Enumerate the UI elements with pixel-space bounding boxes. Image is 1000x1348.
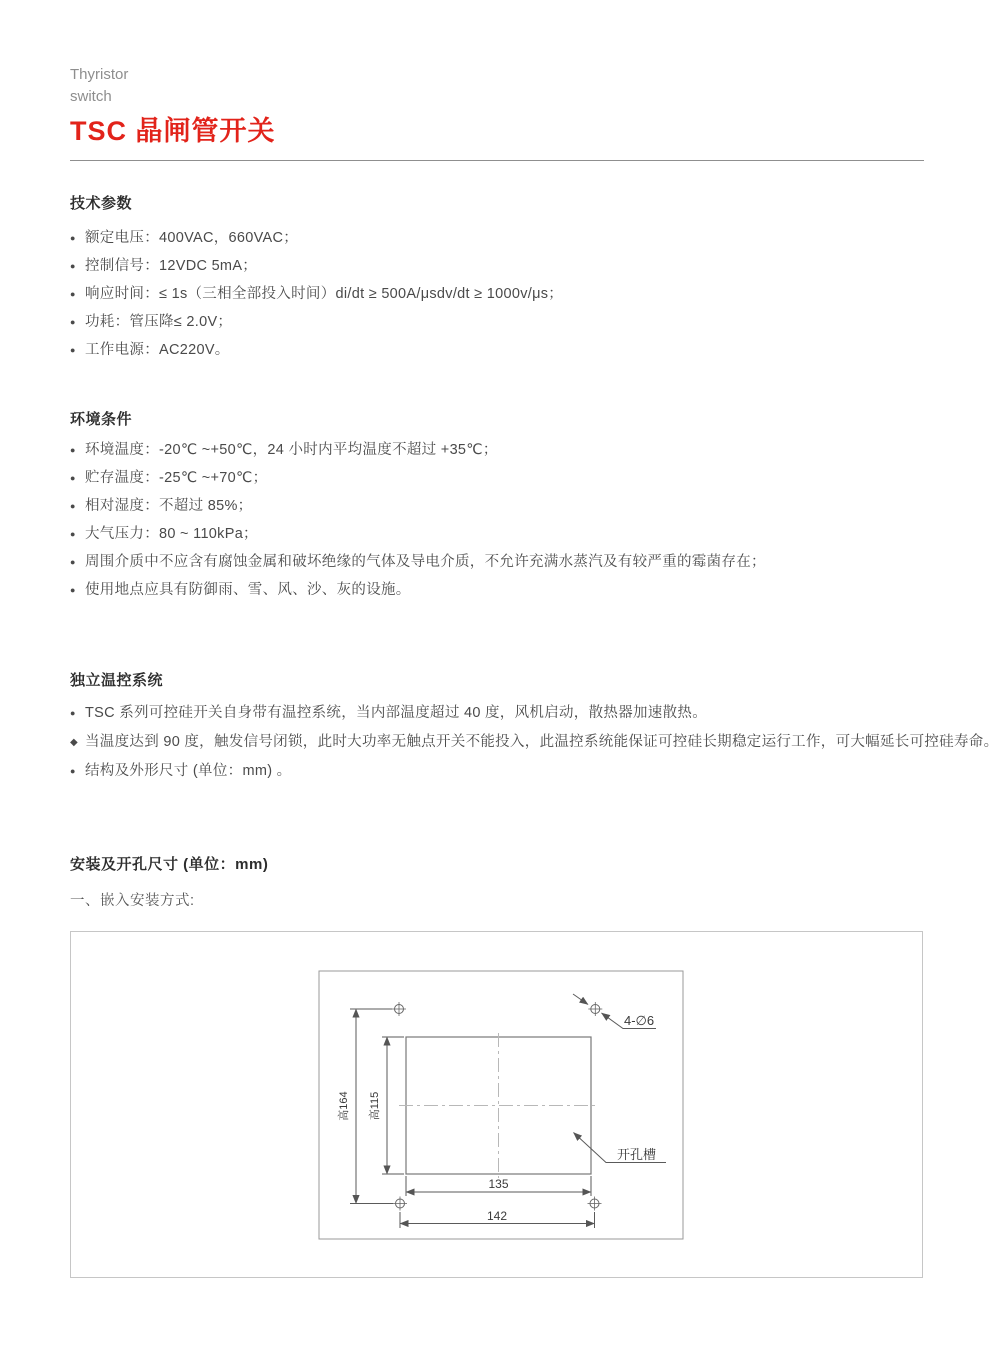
list-item bbox=[70, 733, 999, 762]
section-heading-temp-control: 独立温控系统 bbox=[70, 672, 164, 689]
hole-top-left-icon bbox=[392, 1002, 406, 1016]
bullet-icon: ● bbox=[70, 289, 76, 299]
bullet-icon: ● bbox=[70, 529, 76, 539]
bullet-icon: ● bbox=[70, 261, 76, 271]
environment-list bbox=[70, 441, 970, 609]
bullet-icon: ● bbox=[70, 445, 76, 455]
list-item bbox=[70, 581, 970, 609]
bullet-icon: ● bbox=[70, 501, 76, 511]
bullet-icon: ● bbox=[70, 317, 76, 327]
cutout-callout-label: 开孔槽 bbox=[617, 1147, 657, 1162]
list-item-text: 相对湿度：不超过 85%； bbox=[85, 498, 253, 514]
hole-bottom-right-icon bbox=[588, 1197, 602, 1211]
holes-callout-label: 4-∅6 bbox=[624, 1013, 655, 1028]
installation-drawing-figure bbox=[70, 931, 923, 1278]
bullet-icon: ● bbox=[70, 585, 76, 595]
list-item-text: 工作电源：AC220V。 bbox=[85, 342, 230, 358]
tech-params-list bbox=[70, 229, 970, 369]
brand-line-2: switch bbox=[70, 88, 112, 105]
bullet-icon: ● bbox=[70, 557, 76, 567]
list-item-text: 响应时间：≤ 1s（三相全部投入时间）di/dt ≥ 500A/μsdv/dt ≥ 1000v/μs； bbox=[85, 286, 564, 302]
list-item-text: 环境温度：-20℃ ~+50℃，24 小时内平均温度不超过 +35℃； bbox=[85, 442, 498, 458]
brand-text bbox=[70, 64, 128, 108]
list-item-text: 额定电压：400VAC，660VAC； bbox=[85, 230, 299, 246]
bullet-icon: ● bbox=[70, 708, 76, 718]
list-item bbox=[70, 469, 970, 497]
section-heading-tech-params: 技术参数 bbox=[70, 195, 133, 212]
list-item-text: 功耗：管压降≤ 2.0V； bbox=[85, 314, 233, 330]
list-item bbox=[70, 525, 970, 553]
list-item bbox=[70, 497, 970, 525]
dimension-label-height-115: 高115 bbox=[369, 1091, 381, 1121]
list-item bbox=[70, 313, 970, 341]
bullet-icon: ● bbox=[70, 233, 76, 243]
list-item-text: 结构及外形尺寸 (单位：mm) 。 bbox=[85, 763, 292, 779]
header-divider bbox=[70, 160, 924, 161]
list-item-text: 周围介质中不应含有腐蚀金属和破坏绝缘的气体及导电介质，不允许充满水蒸汽及有较严重的霉菌存在； bbox=[85, 554, 766, 570]
list-item bbox=[70, 553, 970, 581]
dimension-label-width-135: 135 bbox=[488, 1177, 509, 1191]
list-item bbox=[70, 257, 970, 285]
list-item bbox=[70, 704, 970, 733]
list-item-text: 控制信号：12VDC 5mA； bbox=[85, 258, 258, 274]
page-title: TSC 晶闸管开关 bbox=[70, 116, 276, 146]
list-item-text: TSC 系列可控硅开关自身带有温控系统，当内部温度超过 40 度，风机启动，散热器加速散热。 bbox=[85, 705, 708, 721]
section-heading-install-dimensions: 安装及开孔尺寸 (单位：mm) bbox=[70, 856, 269, 873]
hole-top-right-icon bbox=[588, 1002, 602, 1016]
bullet-icon: ● bbox=[70, 766, 76, 776]
diamond-bullet-icon: ◆ bbox=[70, 737, 78, 748]
list-item bbox=[70, 441, 970, 469]
hole-bottom-left-icon bbox=[393, 1197, 407, 1211]
bullet-icon: ● bbox=[70, 345, 76, 355]
list-item bbox=[70, 285, 970, 313]
bullet-icon: ● bbox=[70, 473, 76, 483]
temp-control-list bbox=[70, 704, 999, 791]
dimension-label-height-164: 高164 bbox=[338, 1091, 350, 1121]
install-method-line: 一、嵌入安装方式: bbox=[70, 893, 195, 909]
list-item bbox=[70, 762, 970, 791]
section-heading-environment: 环境条件 bbox=[70, 411, 133, 428]
centerlines bbox=[399, 1033, 597, 1178]
list-item-text: 当温度达到 90 度，触发信号闭锁，此时大功率无触点开关不能投入，此温控系统能保证可控硅长期稳定运行工作，可大幅延长可控硅寿命。 bbox=[85, 734, 999, 750]
dimension-label-width-142: 142 bbox=[486, 1209, 508, 1223]
list-item-text: 贮存温度：-25℃ ~+70℃； bbox=[85, 470, 268, 486]
mounting-cutout-drawing bbox=[71, 932, 922, 1277]
brand-line-1: Thyristor bbox=[70, 66, 129, 83]
list-item bbox=[70, 229, 970, 257]
list-item-text: 使用地点应具有防御雨、雪、风、沙、灰的设施。 bbox=[85, 582, 411, 598]
list-item-text: 大气压力：80 ~ 110kPa； bbox=[85, 526, 258, 542]
list-item bbox=[70, 341, 970, 369]
